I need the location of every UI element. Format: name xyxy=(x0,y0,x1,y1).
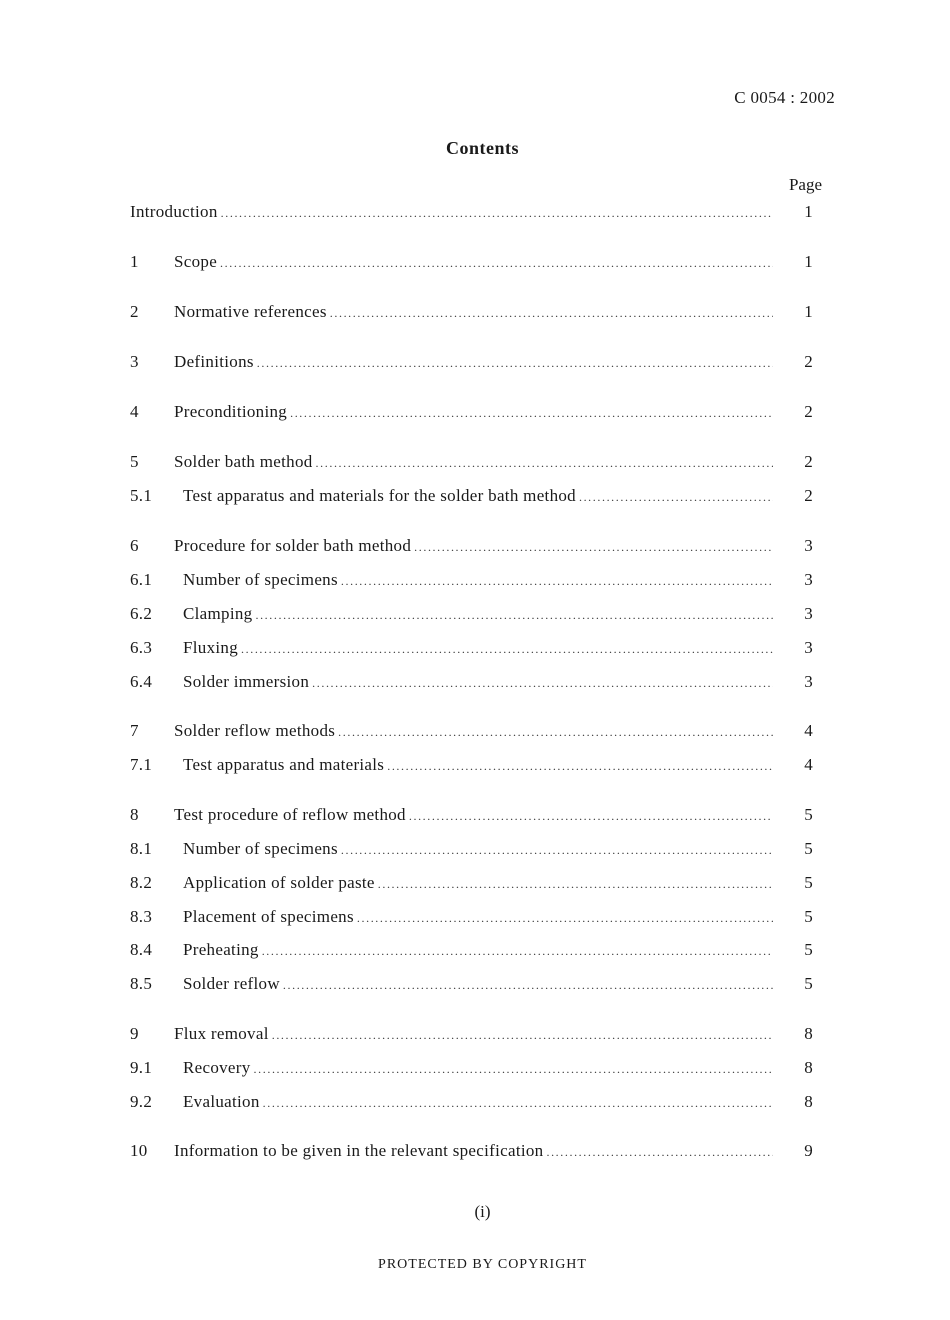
toc-entry-label: Evaluation xyxy=(183,1092,260,1111)
toc-entry xyxy=(130,721,813,745)
toc-entry-page: 2 xyxy=(804,352,813,371)
toc-entry-introduction xyxy=(130,202,813,226)
toc-entry-page: 8 xyxy=(804,1092,813,1111)
dot-leader xyxy=(283,978,773,993)
dot-leader xyxy=(262,944,773,959)
dot-leader xyxy=(338,725,773,740)
page-column-label: Page xyxy=(788,175,822,194)
dot-leader xyxy=(341,574,773,589)
dot-leader xyxy=(316,456,773,471)
toc-entry-label: Fluxing xyxy=(183,638,239,657)
toc-entry-page: 1 xyxy=(804,252,813,271)
toc-entry-page: 3 xyxy=(804,570,813,589)
toc-entry-label: Test procedure of reflow method xyxy=(174,805,406,824)
toc-entry xyxy=(130,402,813,426)
dot-leader xyxy=(546,1145,773,1160)
dot-leader xyxy=(387,759,773,774)
toc-entry-page: 3 xyxy=(804,604,813,623)
dot-leader xyxy=(312,676,773,691)
dot-leader xyxy=(290,406,773,421)
toc-entry-label: Test apparatus and materials for the solder bath method xyxy=(183,486,576,505)
toc-entry-label: Recovery xyxy=(183,1058,251,1077)
toc-entry-page: 5 xyxy=(804,839,813,858)
dot-leader xyxy=(414,540,773,555)
toc-entry xyxy=(130,536,813,560)
toc-entry-page: 3 xyxy=(804,672,813,691)
toc-subentry xyxy=(130,604,813,628)
toc-entry-number: 5 xyxy=(130,452,139,471)
dot-leader xyxy=(220,256,773,271)
toc-entry-page: 2 xyxy=(804,402,813,421)
toc-entry-number: 8.2 xyxy=(130,873,153,892)
dot-leader xyxy=(579,490,773,505)
toc-entry-label: Application of solder paste xyxy=(183,873,375,892)
toc-entry-number: 5.1 xyxy=(130,486,153,505)
toc-subentry xyxy=(130,1092,813,1116)
toc-entry-number: 9 xyxy=(130,1024,139,1043)
toc-entry-number: 6.1 xyxy=(130,570,153,589)
toc-entry-page: 8 xyxy=(804,1058,813,1077)
document-standard-id: C 0054 : 2002 xyxy=(734,88,835,107)
toc-entry-label: Solder bath method xyxy=(174,452,313,471)
toc-entry-label: Definitions xyxy=(174,352,254,371)
toc-entry-page: 5 xyxy=(804,873,813,892)
toc-entry-page: 8 xyxy=(804,1024,813,1043)
toc-entry-label: Number of specimens xyxy=(183,570,338,589)
toc-entry-page: 5 xyxy=(804,805,813,824)
toc-entry xyxy=(130,452,813,476)
toc-entry-label: Flux removal xyxy=(174,1024,269,1043)
toc-entry-page: 3 xyxy=(804,536,813,555)
toc-entry xyxy=(130,252,813,276)
page-title: Contents xyxy=(445,138,519,158)
toc-entry-number: 8.4 xyxy=(130,940,153,959)
dot-leader xyxy=(378,877,773,892)
toc-subentry xyxy=(130,570,813,594)
dot-leader xyxy=(272,1028,773,1043)
toc-entry-label: Information to be given in the relevant specification xyxy=(174,1141,544,1160)
toc-entry-label: Normative references xyxy=(174,302,327,321)
toc-entry-label: Introduction xyxy=(130,202,218,221)
toc-entry-number: 7 xyxy=(130,721,139,740)
toc-entry-page: 3 xyxy=(804,638,813,657)
toc-entry-label: Number of specimens xyxy=(183,839,338,858)
toc-entry-label: Solder immersion xyxy=(183,672,310,691)
toc-entry-page: 9 xyxy=(804,1141,813,1160)
toc-entry-number: 10 xyxy=(130,1141,148,1160)
dot-leader xyxy=(254,1062,773,1077)
toc-entry xyxy=(130,302,813,326)
toc-subentry xyxy=(130,486,813,510)
toc-entry-label: Placement of specimens xyxy=(183,907,354,926)
dot-leader xyxy=(221,206,773,221)
toc-entry-page: 1 xyxy=(804,302,813,321)
toc-entry-label: Preheating xyxy=(183,940,259,959)
toc-entry xyxy=(130,1141,813,1165)
toc-entry-number: 4 xyxy=(130,402,139,421)
toc-entry-number: 8.1 xyxy=(130,839,153,858)
toc-subentry xyxy=(130,1058,813,1082)
toc-entry-number: 1 xyxy=(130,252,139,271)
page-folio: (i) xyxy=(474,1202,491,1221)
toc-entry-label: Procedure for solder bath method xyxy=(174,536,412,555)
dot-leader xyxy=(341,843,773,858)
dot-leader xyxy=(409,809,773,824)
toc-entry-number: 3 xyxy=(130,352,139,371)
toc-subentry xyxy=(130,974,813,998)
toc-entry-page: 5 xyxy=(804,940,813,959)
toc-entry-number: 2 xyxy=(130,302,139,321)
dot-leader xyxy=(255,608,773,623)
copyright-notice: PROTECTED BY COPYRIGHT xyxy=(378,1257,587,1272)
toc-entry-number: 8.5 xyxy=(130,974,153,993)
toc-entry xyxy=(130,805,813,829)
dot-leader xyxy=(263,1096,773,1111)
dot-leader xyxy=(241,642,773,657)
toc-entry-number: 9.1 xyxy=(130,1058,153,1077)
toc-entry-number: 8.3 xyxy=(130,907,153,926)
toc-entry-page: 1 xyxy=(804,202,813,221)
toc-subentry xyxy=(130,755,813,779)
toc-entry-number: 6.4 xyxy=(130,672,153,691)
toc-entry-page: 5 xyxy=(804,974,813,993)
toc-subentry xyxy=(130,907,813,931)
toc-subentry xyxy=(130,638,813,662)
toc-entry-page: 2 xyxy=(804,486,813,505)
toc-subentry xyxy=(130,873,813,897)
toc-entry xyxy=(130,1024,813,1048)
toc-entry-number: 8 xyxy=(130,805,139,824)
toc-entry-number: 7.1 xyxy=(130,755,153,774)
toc-entry-label: Clamping xyxy=(183,604,253,623)
toc-entry-label: Solder reflow xyxy=(183,974,280,993)
toc-entry-page: 2 xyxy=(804,452,813,471)
toc-entry-number: 6.2 xyxy=(130,604,153,623)
toc-entry-number: 9.2 xyxy=(130,1092,153,1111)
toc-entry xyxy=(130,352,813,376)
toc-subentry xyxy=(130,672,813,696)
toc-entry-label: Solder reflow methods xyxy=(174,721,336,740)
toc-entry-page: 4 xyxy=(804,721,813,740)
toc-entry-number: 6 xyxy=(130,536,139,555)
toc-entry-label: Test apparatus and materials xyxy=(183,755,385,774)
dot-leader xyxy=(357,911,773,926)
toc-entry-page: 5 xyxy=(804,907,813,926)
toc-subentry xyxy=(130,839,813,863)
dot-leader xyxy=(257,356,773,371)
toc-entry-number: 6.3 xyxy=(130,638,153,657)
toc-entry-label: Preconditioning xyxy=(174,402,288,421)
toc-entry-page: 4 xyxy=(804,755,813,774)
toc-subentry xyxy=(130,940,813,964)
dot-leader xyxy=(330,306,773,321)
toc-entry-label: Scope xyxy=(174,252,218,271)
